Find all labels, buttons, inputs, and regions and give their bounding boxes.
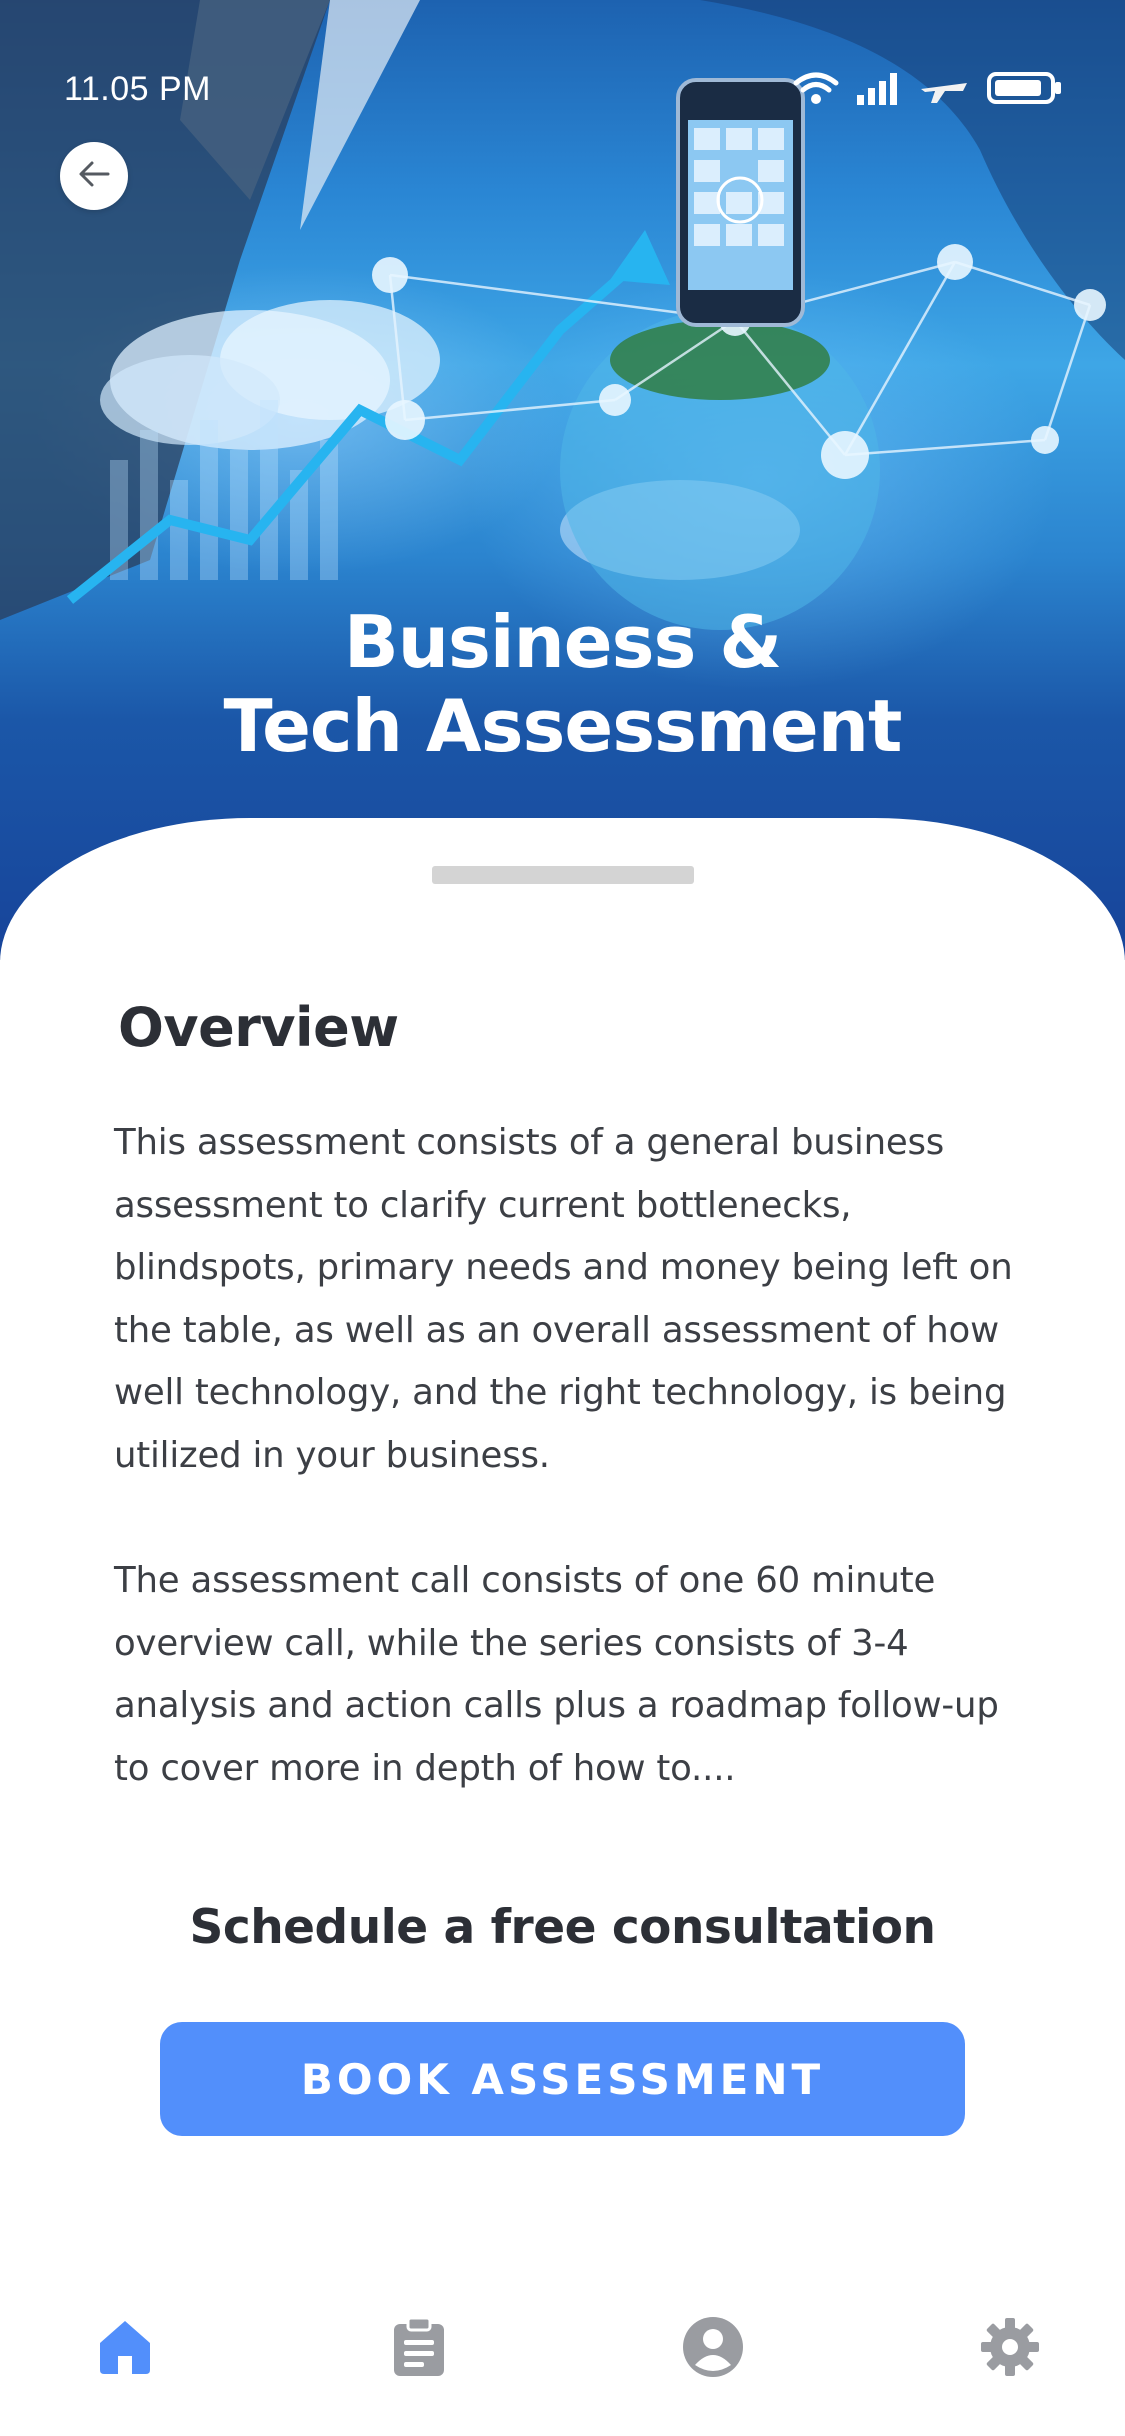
page-title-line-2: Tech Assessment bbox=[223, 684, 902, 768]
overview-paragraph-2: The assessment call consists of one 60 minute overview call, while the series consists of 3-4 analysis and action calls plus a roadmap follow-up to cover more in depth of how to.... bbox=[114, 1560, 999, 1789]
wifi-icon bbox=[793, 71, 839, 109]
signal-icon bbox=[857, 71, 901, 109]
schedule-consultation-text: Schedule a free consultation bbox=[189, 1900, 936, 1955]
back-button[interactable] bbox=[60, 142, 128, 210]
airplane-icon bbox=[919, 71, 969, 109]
nav-profile[interactable] bbox=[678, 2314, 748, 2384]
nav-home[interactable] bbox=[90, 2314, 160, 2384]
overview-heading: Overview bbox=[118, 996, 399, 1059]
battery-icon bbox=[987, 70, 1063, 110]
user-icon bbox=[681, 2315, 745, 2383]
nav-settings[interactable] bbox=[975, 2314, 1045, 2384]
gear-icon bbox=[980, 2317, 1040, 2381]
page-title-line-1: Business & bbox=[343, 600, 782, 684]
nav-tasks[interactable] bbox=[384, 2314, 454, 2384]
arrow-left-icon bbox=[74, 154, 114, 198]
overview-paragraph-1: This assessment consists of a general business assessment to clarify current bottlenecks, blindspots, primary needs and money being left on the table, as well as an overall assessment of how well technology, and the right technology, is being utilized in your business. bbox=[114, 1122, 1013, 1476]
page-title bbox=[0, 600, 1125, 768]
home-icon bbox=[94, 2316, 156, 2382]
sheet-grabber-handle[interactable] bbox=[432, 866, 694, 884]
status-icons bbox=[793, 70, 1063, 110]
hero-banner bbox=[0, 0, 1125, 960]
bottom-nav bbox=[0, 2290, 1125, 2400]
book-assessment-button[interactable]: BOOK ASSESSMENT bbox=[160, 2022, 965, 2136]
hero-illustration bbox=[0, 0, 1125, 960]
content-sheet bbox=[0, 818, 1125, 2436]
clipboard-icon bbox=[390, 2316, 448, 2382]
status-time: 11.05 PM bbox=[64, 70, 212, 108]
